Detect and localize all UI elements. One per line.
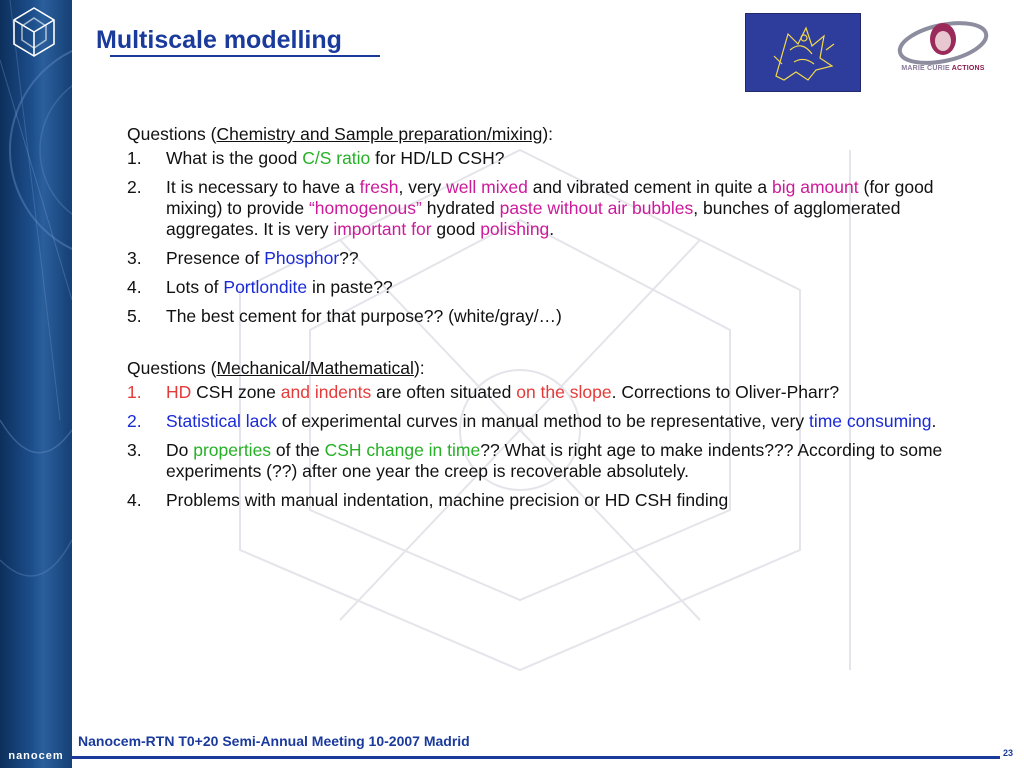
text: in paste?? [307, 277, 393, 297]
highlight-important: important for [333, 219, 432, 239]
text: of experimental curves in manual method to be representative, very [276, 411, 809, 431]
highlight-hd: HD [166, 382, 192, 402]
slide-title: Multiscale modelling [96, 26, 342, 54]
lion-emblem-icon [746, 14, 860, 91]
section2-item-3 [127, 440, 967, 482]
section1-tail: ): [542, 124, 554, 144]
section1-list [127, 148, 967, 327]
highlight-portlondite: Portlondite [223, 277, 308, 297]
item-number: 3. [127, 440, 142, 460]
spacer [127, 335, 967, 358]
section1-item-4 [127, 277, 967, 298]
item-number: 3. [127, 248, 142, 268]
text: , bunches of agglomerated aggregates. It is very [166, 198, 901, 239]
text: for HD/LD CSH? [370, 148, 505, 168]
section2-list [127, 382, 967, 511]
highlight-and-indents: and indents [280, 382, 372, 402]
text: Problems with manual indentation, machine precision or HD CSH finding [166, 490, 729, 510]
text: Do [166, 440, 194, 460]
text: Lots of [166, 277, 224, 297]
highlight-polishing: polishing [480, 219, 550, 239]
section2-heading [127, 358, 967, 379]
text: ?? [339, 248, 359, 268]
footer-meeting-text: Nanocem-RTN T0+20 Semi-Annual Meeting 10-2007 Madrid [78, 733, 470, 749]
text: (for good mixing) to provide [166, 177, 934, 218]
text: . [931, 411, 937, 431]
text: hydrated [421, 198, 500, 218]
slide-body [127, 124, 967, 519]
highlight-on-the-slope: on the slope [516, 382, 612, 402]
actions-label: ACTIONS [951, 65, 985, 72]
section2-item-1 [127, 382, 967, 403]
highlight-time-consuming: time consuming [808, 411, 932, 431]
section2-item-4 [127, 490, 967, 511]
text: and vibrated cement in quite a [527, 177, 773, 197]
footer-divider [72, 756, 1000, 759]
section2-item-2 [127, 411, 967, 432]
text: of the [271, 440, 325, 460]
section1-item-3 [127, 248, 967, 269]
highlight-well-mixed: well mixed [446, 177, 528, 197]
highlight-fresh: fresh [359, 177, 399, 197]
title-underline [110, 55, 380, 57]
text: Presence of [166, 248, 265, 268]
text: are often situated [371, 382, 517, 402]
page-number: 23 [1003, 748, 1014, 758]
text: What is the good [166, 148, 303, 168]
section1-topic: Chemistry and Sample preparation/mixing [216, 124, 543, 144]
marie-curie-label: MARIE CURIE [901, 65, 952, 72]
section2-tail: ): [413, 358, 425, 378]
marie-curie-text [893, 65, 993, 72]
text: good [431, 219, 481, 239]
highlight-cs-ratio: C/S ratio [302, 148, 371, 168]
text: . [549, 219, 555, 239]
item-number: 1. [127, 148, 142, 168]
section1-item-2 [127, 177, 967, 240]
item-number: 4. [127, 490, 142, 510]
highlight-phosphor: Phosphor [264, 248, 340, 268]
highlight-properties: properties [193, 440, 272, 460]
sidebar-band [0, 0, 72, 768]
text: , very [398, 177, 447, 197]
item-number: 2. [127, 177, 142, 197]
item-number: 5. [127, 306, 142, 326]
highlight-paste: paste without air bubbles [499, 198, 694, 218]
text: CSH zone [191, 382, 281, 402]
section1-item-5 [127, 306, 967, 327]
highlight-big-amount: big amount [772, 177, 859, 197]
text: It is necessary to have a [166, 177, 360, 197]
section1-lead: Questions ( [127, 124, 217, 144]
section2-topic: Mechanical/Mathematical [216, 358, 414, 378]
nanocem-logo-icon [0, 0, 68, 80]
item-number: 1. [127, 382, 142, 402]
text: . Corrections to Oliver-Pharr? [611, 382, 840, 402]
nanocem-brand-text: nanocem [8, 750, 64, 762]
highlight-csh-change: CSH change in time [324, 440, 481, 460]
item-number: 4. [127, 277, 142, 297]
text: ?? What is right age to make indents??? According to some experiments (??) after one year the creep is recoverable absolutely. [166, 440, 943, 481]
section1-item-1 [127, 148, 967, 169]
section1-heading [127, 124, 967, 145]
text: The best cement for that purpose?? (white/gray/…) [166, 306, 562, 326]
highlight-statistical-lack: Statistical lack [166, 411, 277, 431]
highlight-homogenous: “homogenous” [308, 198, 422, 218]
section2-lead: Questions ( [127, 358, 217, 378]
item-number: 2. [127, 411, 142, 431]
czech-lion-logo [745, 13, 861, 92]
sidebar-decoration [0, 0, 72, 768]
